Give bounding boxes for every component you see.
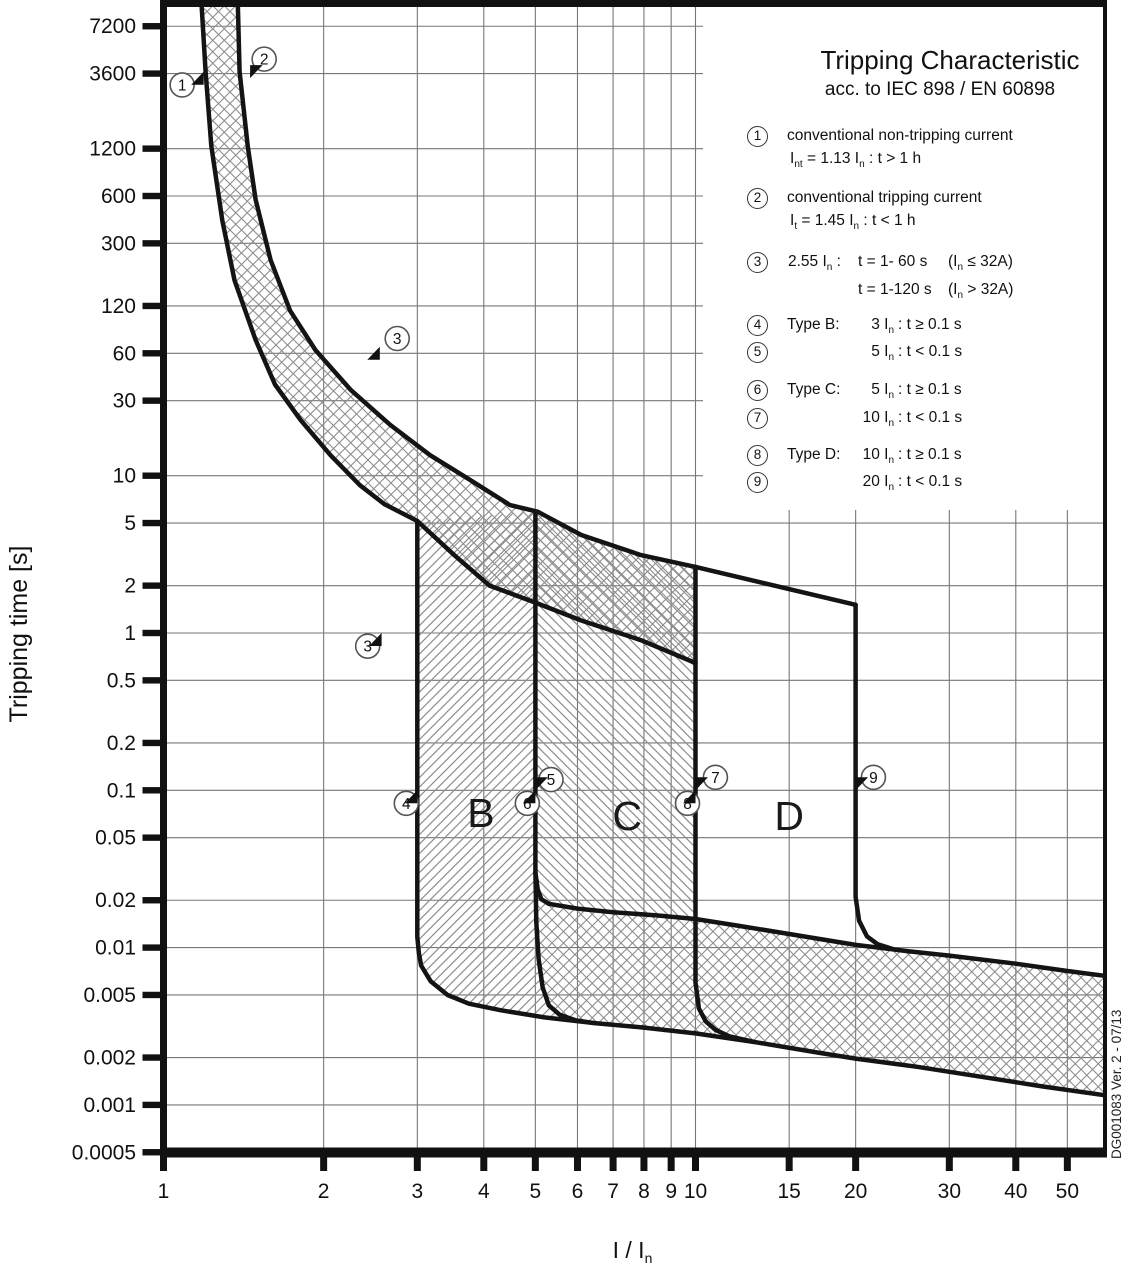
legend-item-5-cond: : t < 0.1 s — [898, 343, 963, 360]
y-tick-3600 — [143, 70, 164, 76]
y-tick-0.005 — [143, 992, 164, 998]
y-tick-label-1200: 1200 — [89, 137, 136, 161]
legend-item-1-desc: conventional non-tripping current — [787, 127, 1013, 144]
x-tick-15 — [786, 1157, 793, 1171]
legend-item-5-val: 5 $I_n$ — [871, 343, 894, 363]
legend-item-number-9: 9 — [747, 472, 768, 493]
y-tick-5 — [143, 520, 164, 526]
legend-item-3-cond2: $(I_n > 32A)$ — [948, 281, 1014, 301]
x-tick-8 — [640, 1157, 647, 1171]
x-tick-label-20: 20 — [843, 1180, 868, 1203]
y-tick-label-600: 600 — [100, 184, 136, 208]
y-tick-label-300: 300 — [100, 232, 136, 256]
legend-item-number-5: 5 — [747, 342, 768, 363]
y-tick-1200 — [143, 145, 164, 151]
x-tick-40 — [1012, 1157, 1019, 1171]
y-tick-0.001 — [143, 1102, 164, 1108]
legend-item-1-formula: $I_{nt} = 1.13$ $I_n$ : t > 1 h — [790, 150, 922, 170]
x-tick-label-10: 10 — [683, 1180, 708, 1203]
x-tick-2 — [320, 1157, 327, 1171]
x-tick-label-3: 3 — [411, 1180, 424, 1203]
marker-number-5: 5 — [546, 772, 556, 790]
y-tick-0.1 — [143, 787, 164, 793]
y-tick-label-0.1: 0.1 — [106, 779, 136, 803]
y-tick-0.002 — [143, 1054, 164, 1060]
legend-item-7-cond: : t < 0.1 s — [898, 409, 963, 426]
legend-item-number-6: 6 — [747, 380, 768, 401]
legend-subtitle: acc. to IEC 898 / EN 60898 — [824, 79, 1056, 100]
x-tick-10 — [692, 1157, 699, 1171]
legend-item-number-7: 7 — [747, 408, 768, 429]
y-tick-label-5: 5 — [124, 512, 136, 536]
x-tick-label-8: 8 — [638, 1180, 650, 1203]
legend-item-9-cond: : t < 0.1 s — [898, 473, 963, 490]
legend-item-number-8: 8 — [747, 445, 768, 466]
y-tick-label-60: 60 — [112, 342, 136, 366]
legend-item-2-desc: conventional tripping current — [787, 189, 982, 206]
legend-item-7-val: 10 $I_n$ — [862, 409, 894, 429]
x-tick-label-9: 9 — [665, 1180, 678, 1203]
y-tick-0.02 — [143, 897, 164, 903]
y-tick-label-3600: 3600 — [89, 62, 136, 86]
y-tick-0.0005 — [143, 1149, 164, 1155]
x-tick-label-1: 1 — [157, 1180, 170, 1203]
marker-number-4: 4 — [401, 795, 411, 813]
legend-item-number-3: 3 — [747, 252, 768, 273]
y-tick-30 — [143, 397, 164, 403]
x-axis-title-main: I / I — [612, 1237, 645, 1263]
region-label-B: B — [467, 790, 495, 837]
legend-item-8-val: 10 $I_n$ — [862, 446, 894, 466]
x-tick-7 — [610, 1157, 617, 1171]
y-tick-label-0.5: 0.5 — [106, 669, 136, 693]
legend-item-3-cond: $(I_n \le 32A)$ — [948, 253, 1013, 273]
x-tick-3 — [414, 1157, 421, 1171]
x-tick-label-40: 40 — [1004, 1180, 1028, 1203]
x-tick-label-4: 4 — [477, 1180, 490, 1203]
y-tick-7200 — [143, 23, 164, 29]
y-tick-label-0.02: 0.02 — [95, 889, 136, 913]
legend-item-number-1: 1 — [747, 126, 768, 147]
x-tick-label-50: 50 — [1055, 1180, 1080, 1203]
x-tick-label-7: 7 — [607, 1180, 619, 1203]
legend-item-9-val: 20 $I_n$ — [862, 473, 894, 493]
legend-item-6-val: 5 $I_n$ — [871, 381, 894, 401]
marker-number-3: 3 — [363, 638, 373, 656]
x-tick-20 — [852, 1157, 859, 1171]
legend-item-8-cond: : t ≥ 0.1 s — [898, 446, 962, 463]
x-tick-5 — [532, 1157, 539, 1171]
y-tick-300 — [143, 240, 164, 246]
legend-item-4-cond: : t ≥ 0.1 s — [898, 316, 962, 333]
legend-item-4-val: 3 $I_n$ — [871, 316, 894, 336]
legend-item-2-formula: $I_t = 1.45$ $I_n$ : t < 1 h — [790, 212, 916, 232]
x-tick-9 — [668, 1157, 675, 1171]
marker-number-2: 2 — [259, 51, 269, 69]
x-tick-label-30: 30 — [937, 1180, 962, 1203]
x-axis-title-sub: n — [644, 1250, 653, 1266]
x-axis-spine — [160, 1148, 1107, 1158]
legend-item-6-type: Type C: — [787, 381, 841, 398]
x-tick-label-5: 5 — [529, 1180, 542, 1203]
y-tick-label-120: 120 — [100, 294, 136, 318]
y-tick-label-1: 1 — [124, 622, 136, 645]
y-tick-label-0.002: 0.002 — [83, 1046, 136, 1070]
y-tick-10 — [143, 473, 164, 479]
marker-number-7: 7 — [711, 769, 720, 787]
y-tick-2 — [143, 582, 164, 588]
y-axis-spine — [160, 0, 167, 1163]
document-id: DG001083 Ver. 2 - 07/13 — [1109, 1009, 1124, 1159]
legend-item-6-cond: : t ≥ 0.1 s — [898, 381, 962, 398]
y-tick-600 — [143, 193, 164, 199]
y-tick-label-10: 10 — [112, 464, 136, 488]
y-tick-label-2: 2 — [124, 574, 136, 598]
y-tick-60 — [143, 350, 164, 356]
marker-number-6: 6 — [523, 795, 532, 813]
marker-number-3: 3 — [392, 331, 402, 349]
x-tick-1 — [160, 1157, 167, 1171]
x-tick-label-2: 2 — [317, 1180, 330, 1203]
legend-item-4-type: Type B: — [787, 316, 840, 333]
y-tick-label-7200: 7200 — [89, 15, 136, 39]
y-tick-0.01 — [143, 944, 164, 950]
legend-item-3-expr: 2.55 $I_n$ : — [788, 253, 841, 273]
y-tick-label-30: 30 — [112, 389, 136, 413]
legend-item-3-val: t = 1- 60 s — [858, 253, 928, 270]
y-tick-label-0.001: 0.001 — [83, 1093, 136, 1117]
region-label-D: D — [774, 793, 804, 840]
y-axis-title: Tripping time [s] — [5, 545, 33, 723]
marker-number-1: 1 — [177, 77, 187, 95]
x-axis-title — [560, 1237, 705, 1266]
x-tick-30 — [946, 1157, 953, 1171]
y-tick-0.05 — [143, 834, 164, 840]
y-tick-0.2 — [143, 740, 164, 746]
y-tick-0.5 — [143, 677, 164, 683]
x-tick-4 — [480, 1157, 487, 1171]
legend-item-8-type: Type D: — [787, 446, 841, 463]
y-tick-label-0.05: 0.05 — [95, 826, 136, 850]
x-tick-6 — [574, 1157, 581, 1171]
marker-number-8: 8 — [683, 795, 692, 813]
x-tick-50 — [1064, 1157, 1071, 1171]
legend-item-number-2: 2 — [747, 188, 768, 209]
region-C-area — [535, 512, 695, 919]
top-border — [160, 0, 1107, 7]
right-border — [1103, 0, 1107, 1157]
legend-item-3-val2: t = 1-120 s — [858, 281, 932, 298]
legend-item-number-4: 4 — [747, 315, 768, 336]
y-tick-label-0.0005: 0.0005 — [71, 1141, 136, 1165]
y-tick-label-0.01: 0.01 — [95, 936, 136, 960]
y-tick-label-0.005: 0.005 — [83, 983, 136, 1007]
x-tick-label-6: 6 — [571, 1180, 584, 1203]
y-tick-120 — [143, 303, 164, 309]
y-tick-1 — [143, 630, 164, 636]
legend-title: Tripping Characteristic — [820, 45, 1080, 75]
region-label-C: C — [612, 793, 642, 840]
x-tick-label-15: 15 — [777, 1180, 801, 1203]
y-tick-label-0.2: 0.2 — [106, 731, 136, 755]
marker-number-9: 9 — [869, 769, 878, 787]
